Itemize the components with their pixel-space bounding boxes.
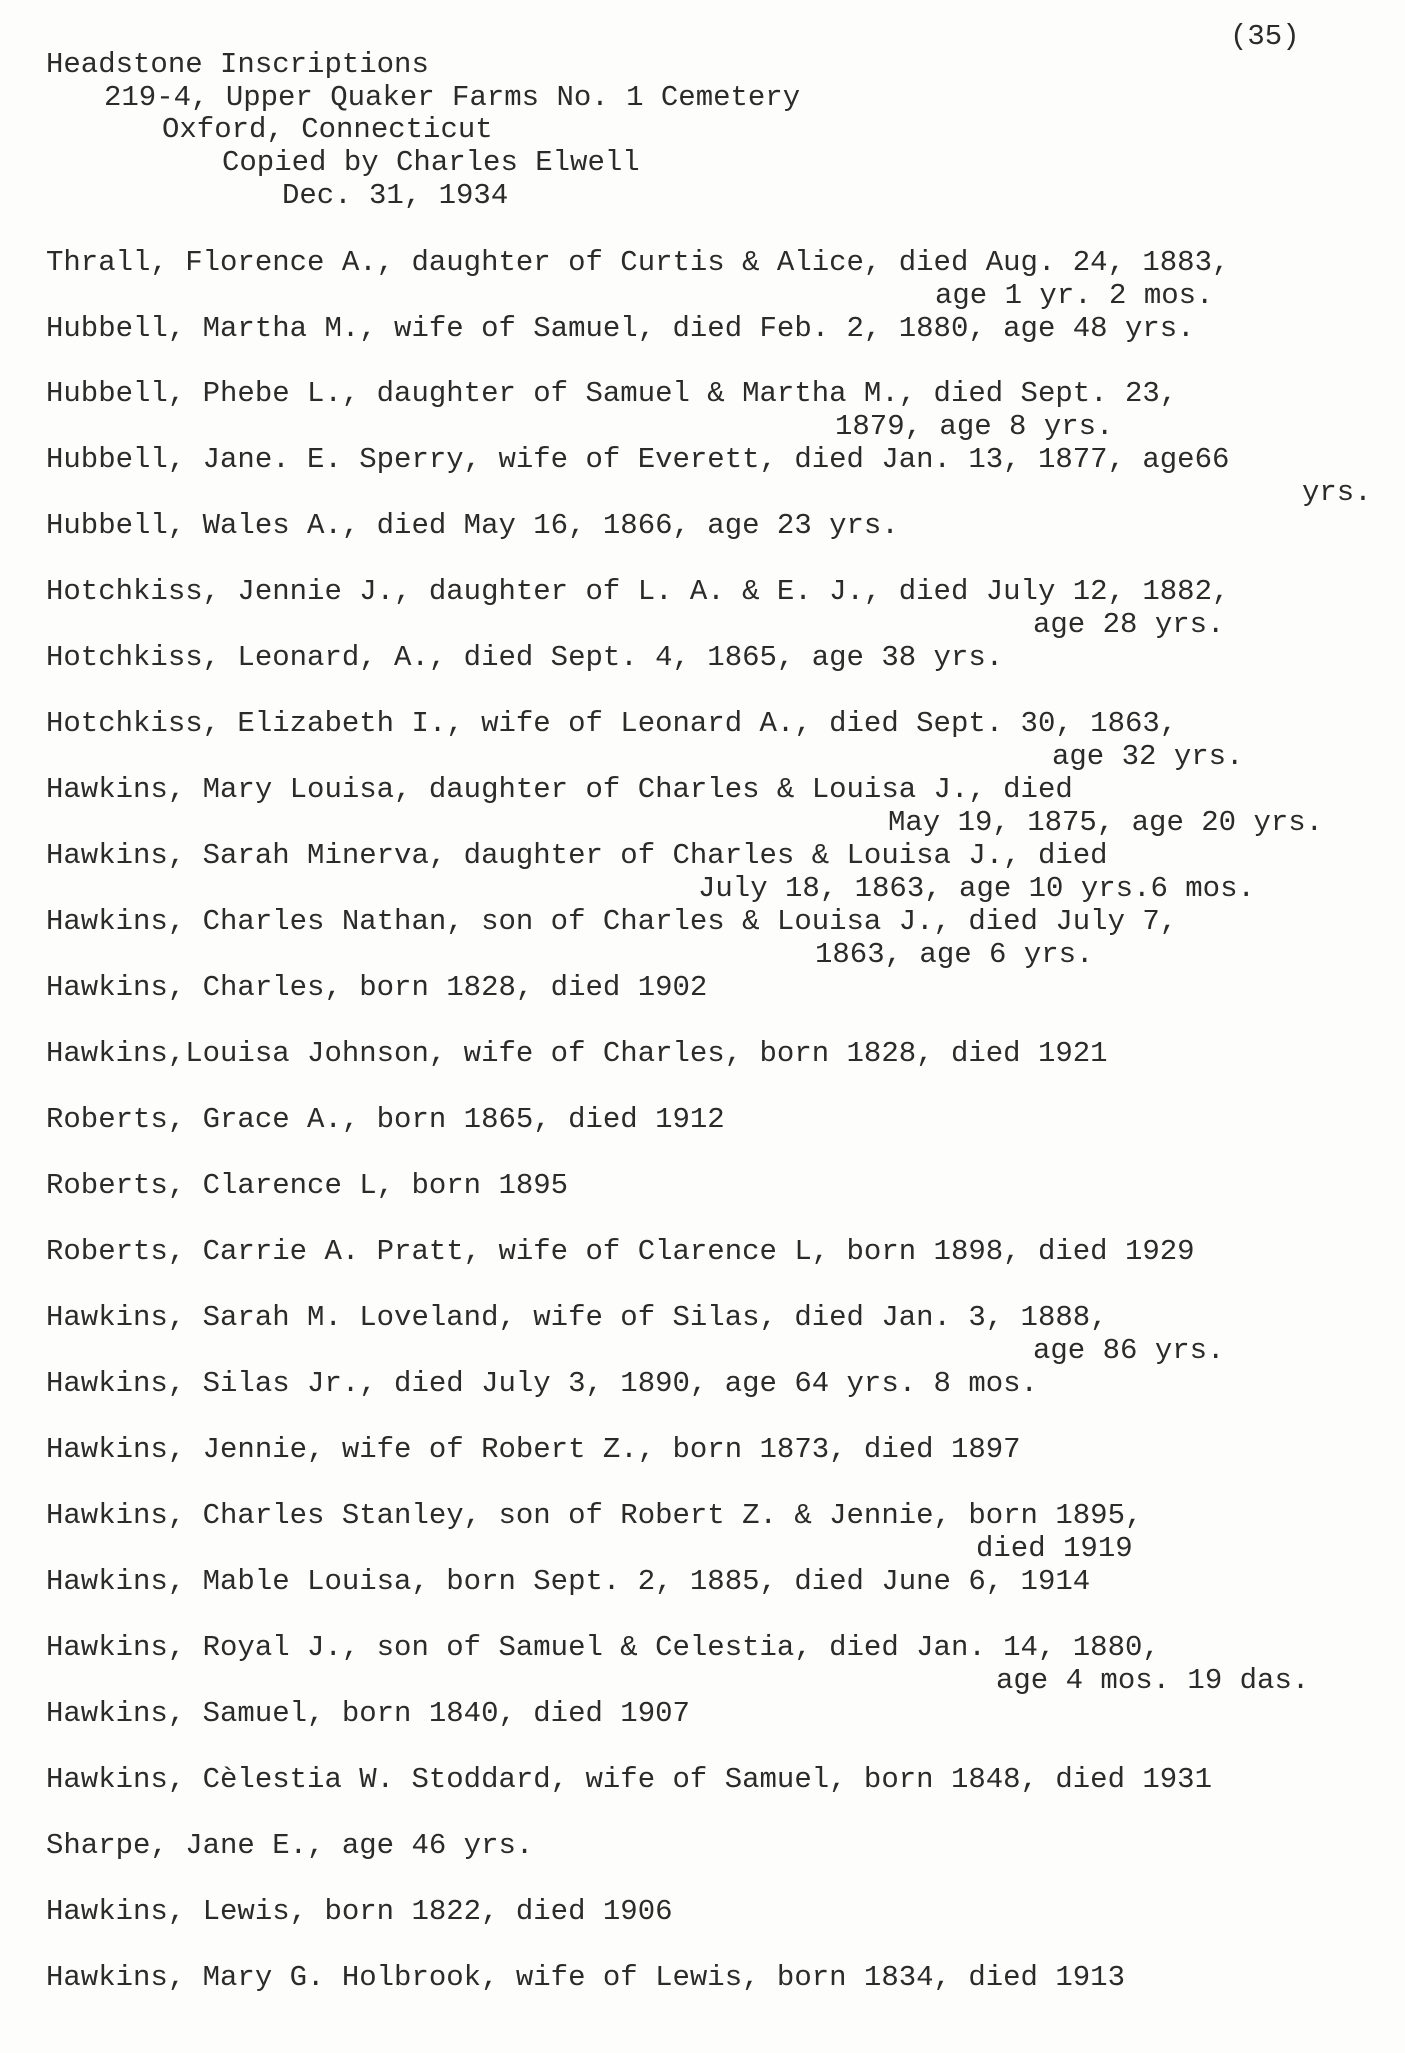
header-title: Headstone Inscriptions	[46, 48, 429, 81]
header-date: Dec. 31, 1934	[282, 179, 509, 212]
entry-continuation: yrs.	[1302, 476, 1372, 509]
entry-line: Hawkins, Lewis, born 1822, died 1906	[46, 1895, 673, 1928]
entry-line: Hubbell, Martha M., wife of Samuel, died Feb. 2, 1880, age 48 yrs.	[46, 312, 1195, 345]
header-location: Oxford, Connecticut	[162, 113, 493, 146]
entry-continuation: July 18, 1863, age 10 yrs.6 mos.	[698, 872, 1255, 905]
entry-continuation: age 32 yrs.	[1052, 740, 1244, 773]
entry-continuation: age 1 yr. 2 mos.	[935, 279, 1214, 312]
entry-continuation: age 86 yrs.	[1033, 1334, 1225, 1367]
entry-line: Hawkins, Sarah M. Loveland, wife of Silas, died Jan. 3, 1888,	[46, 1301, 1108, 1334]
entry-line: Hotchkiss, Elizabeth I., wife of Leonard A., died Sept. 30, 1863,	[46, 707, 1178, 740]
header-cemetery: 219-4, Upper Quaker Farms No. 1 Cemetery	[104, 81, 801, 114]
entry-continuation: died 1919	[976, 1532, 1133, 1565]
entry-continuation: age 28 yrs.	[1033, 608, 1225, 641]
entry-line: Hawkins, Mable Louisa, born Sept. 2, 1885, died June 6, 1914	[46, 1565, 1091, 1598]
entry-line: Hotchkiss, Leonard, A., died Sept. 4, 1865, age 38 yrs.	[46, 641, 1004, 674]
entry-line: Hawkins, Charles Nathan, son of Charles & Louisa J., died July 7,	[46, 905, 1178, 938]
entry-line: Roberts, Carrie A. Pratt, wife of Clarence L, born 1898, died 1929	[46, 1235, 1195, 1268]
entry-line: Sharpe, Jane E., age 46 yrs.	[46, 1829, 534, 1862]
entry-line: Hubbell, Phebe L., daughter of Samuel & Martha M., died Sept. 23,	[46, 377, 1178, 410]
entry-line: Roberts, Grace A., born 1865, died 1912	[46, 1103, 725, 1136]
entry-line: Roberts, Clarence L, born 1895	[46, 1169, 569, 1202]
entry-line: Hawkins, Jennie, wife of Robert Z., born 1873, died 1897	[46, 1433, 1021, 1466]
entry-line: Hubbell, Wales A., died May 16, 1866, age 23 yrs.	[46, 509, 899, 542]
page-number: (35)	[1230, 20, 1300, 53]
entry-line: Hawkins, Cèlestia W. Stoddard, wife of Samuel, born 1848, died 1931	[46, 1763, 1212, 1796]
entry-continuation: 1863, age 6 yrs.	[815, 938, 1094, 971]
entry-line: Hawkins, Charles Stanley, son of Robert Z. & Jennie, born 1895,	[46, 1499, 1143, 1532]
entry-continuation: age 4 mos. 19 das.	[996, 1664, 1310, 1697]
header-copied-by: Copied by Charles Elwell	[222, 146, 640, 179]
entry-line: Hawkins, Royal J., son of Samuel & Celestia, died Jan. 14, 1880,	[46, 1631, 1160, 1664]
entry-line: Hawkins,Louisa Johnson, wife of Charles, born 1828, died 1921	[46, 1037, 1108, 1070]
entry-line: Hawkins, Mary G. Holbrook, wife of Lewis, born 1834, died 1913	[46, 1961, 1125, 1994]
entry-continuation: May 19, 1875, age 20 yrs.	[888, 806, 1324, 839]
entry-line: Hubbell, Jane. E. Sperry, wife of Everett, died Jan. 13, 1877, age66	[46, 443, 1230, 476]
entry-line: Hawkins, Charles, born 1828, died 1902	[46, 971, 708, 1004]
entry-line: Hotchkiss, Jennie J., daughter of L. A. & E. J., died July 12, 1882,	[46, 575, 1230, 608]
entry-continuation: 1879, age 8 yrs.	[835, 410, 1114, 443]
entry-line: Hawkins, Samuel, born 1840, died 1907	[46, 1697, 690, 1730]
entry-line: Hawkins, Sarah Minerva, daughter of Charles & Louisa J., died	[46, 839, 1108, 872]
entry-line: Thrall, Florence A., daughter of Curtis & Alice, died Aug. 24, 1883,	[46, 246, 1230, 279]
entry-line: Hawkins, Mary Louisa, daughter of Charles & Louisa J., died	[46, 773, 1073, 806]
entry-line: Hawkins, Silas Jr., died July 3, 1890, age 64 yrs. 8 mos.	[46, 1367, 1038, 1400]
